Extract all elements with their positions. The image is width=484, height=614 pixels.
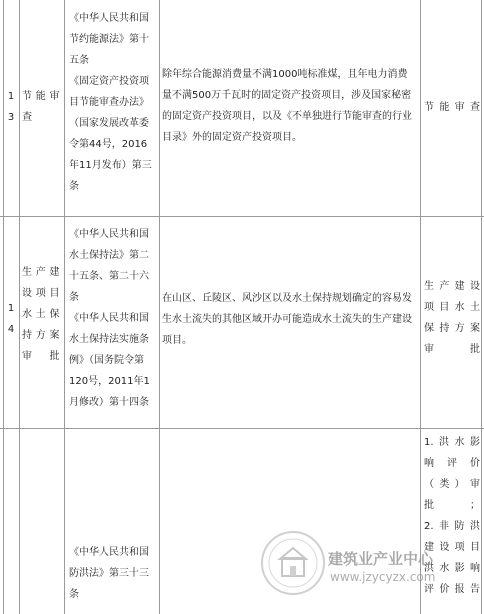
scope-description: 在山区、丘陵区、风沙区以及水土保持规划确定的容易发 生水土流失的其他区域开办可能造成水土流失的生产建设 项目。 xyxy=(162,293,412,346)
legal-basis: 《中华人民共和国 节约能源法》第十 五条 《固定资产投资项 目节能审查办法》 （国家发展改革委 令第44号，2016 年11月发布）第三 条 xyxy=(69,13,152,192)
scope-description: 除年综合能源消费量不满1000吨标准煤，且年电力消费 量不满500万千瓦时的固定资产投资项目，涉及国家秘密 的固定资产投资项目，以及《不单独进行节能审查的行业 目录》外的固定资产投资项目。 xyxy=(162,69,412,143)
row-number: 1 4 xyxy=(7,303,15,335)
approval-type: 节能审查 xyxy=(424,102,480,113)
watermark-title: 建筑业产业中心 xyxy=(328,550,434,568)
grid-line xyxy=(481,0,482,614)
grid-line xyxy=(420,0,421,614)
approval-type: 1.洪水影 响评价 （类）审 批； 2.非防洪 建设项目 洪水影响 评价报告 xyxy=(424,437,480,595)
grid-line xyxy=(19,0,20,614)
item-name: 节能审 查 xyxy=(22,91,60,123)
legal-basis: 《中华人民共和国 防洪法》第三十三 条 xyxy=(69,547,149,600)
grid-line xyxy=(64,0,65,614)
grid-line xyxy=(159,0,160,614)
legal-basis: 《中华人民共和国 水土保持法》第二 十五条、第二十六 条 《中华人民共和国 水土保持法实施条 例》（国务院令第 120号，2011年1 月修改）第十四条 xyxy=(69,229,150,408)
item-name: 生产建 设项目 水土保 持方案 审批 xyxy=(22,267,60,362)
watermark-url: www.jzycyzx.com xyxy=(330,570,436,584)
grid-line xyxy=(0,428,484,429)
watermark-logo-icon xyxy=(258,528,328,598)
approval-type: 生产建设 项目水土 保持方案 审批 xyxy=(424,281,480,355)
grid-line xyxy=(0,216,484,217)
row-number: 1 3 xyxy=(7,91,15,123)
